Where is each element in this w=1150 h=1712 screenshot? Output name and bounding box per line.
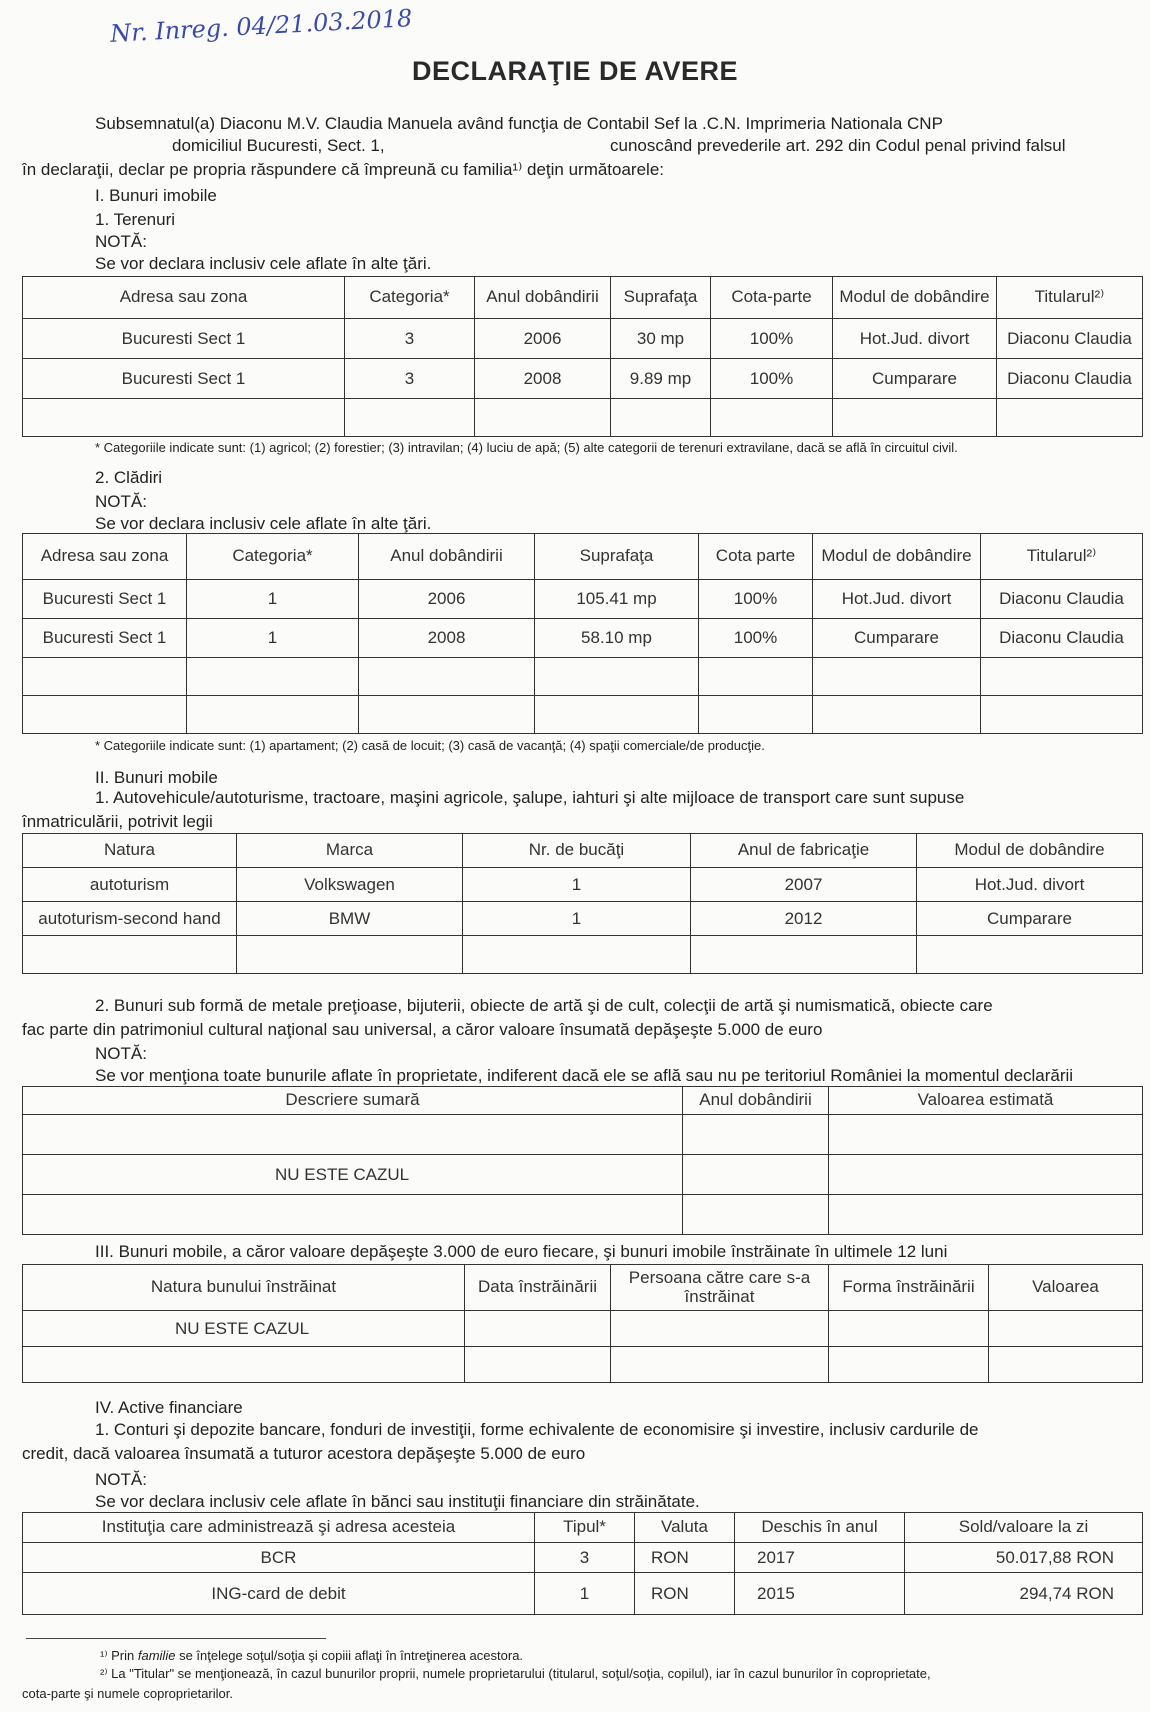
table-row [23, 1155, 1143, 1195]
cladiri-table [22, 533, 1143, 734]
footnote-1-em: familie [137, 1648, 176, 1663]
vehicule-header-row [23, 834, 1143, 868]
table-cell: 2008 [359, 619, 535, 658]
table-cell: 9.89 mp [611, 359, 711, 399]
table-cell: autoturism-second hand [23, 902, 237, 936]
table-cell: 2017 [735, 1543, 905, 1573]
vehicule-col-bucati: Nr. de bucăţi [463, 834, 691, 868]
table-row [23, 936, 1143, 974]
table-cell [23, 696, 187, 734]
cladiri-col-modul: Modul de dobândire [813, 534, 981, 580]
vehicule-col-modul: Modul de dobândire [917, 834, 1143, 868]
table-cell [23, 1195, 683, 1235]
table-cell: RON [635, 1543, 735, 1573]
table-cell [23, 1347, 465, 1383]
terenuri-col-categoria: Categoria* [345, 277, 475, 319]
table-cell: Diaconu Claudia [981, 580, 1143, 619]
table-cell: Hot.Jud. divort [917, 868, 1143, 902]
table-cell: Bucuresti Sect 1 [23, 319, 345, 359]
intro-line-2a: domiciliul Bucuresti, Sect. 1, [172, 136, 385, 155]
table-row [23, 696, 1143, 734]
section-3-heading: III. Bunuri mobile, a căror valoare depăşeşte 3.000 de euro fiecare, şi bunuri imobile înstrăinate în ultimele 12 luni [95, 1242, 948, 1261]
intro-line-3: în declaraţii, declar pe propria răspundere că împreună cu familia¹⁾ deţin următoarele: [22, 160, 665, 179]
table-cell [535, 658, 699, 696]
footnote-divider [26, 1638, 326, 1639]
table-cell: Diaconu Claudia [997, 319, 1143, 359]
cladiri-col-titular: Titularul²⁾ [981, 534, 1143, 580]
table-cell [23, 399, 345, 437]
terenuri-col-suprafata: Suprafaţa [611, 277, 711, 319]
instrainate-col-valoarea: Valoarea [989, 1265, 1143, 1311]
table-cell: Cumparare [833, 359, 997, 399]
table-cell [833, 399, 997, 437]
table-cell [465, 1311, 611, 1347]
conturi-header-row [23, 1513, 1143, 1543]
table-cell: 294,74 RON [905, 1573, 1143, 1615]
active-nota: NOTĂ: [95, 1470, 147, 1489]
table-cell: 100% [699, 580, 813, 619]
table-row [23, 902, 1143, 936]
table-cell [359, 696, 535, 734]
cladiri-col-anul: Anul dobândirii [359, 534, 535, 580]
instrainate-col-persoana: Persoana către care s-a înstrăinat [611, 1265, 829, 1311]
cladiri-categories-note: * Categoriile indicate sunt: (1) apartament; (2) casă de locuit; (3) casă de vacanţă; (4) spaţii comerciale/de producţie. [95, 738, 765, 753]
table-cell [611, 1311, 829, 1347]
table-row [23, 399, 1143, 437]
vehicule-col-anul: Anul de fabricaţie [691, 834, 917, 868]
table-cell [683, 1195, 829, 1235]
table-cell [23, 658, 187, 696]
table-cell [463, 936, 691, 974]
pretioase-col-valoarea: Valoarea estimată [829, 1087, 1143, 1115]
table-cell: 2015 [735, 1573, 905, 1615]
table-cell [23, 936, 237, 974]
table-cell: 2007 [691, 868, 917, 902]
table-cell: 100% [711, 319, 833, 359]
instrainate-table [22, 1264, 1143, 1383]
terenuri-nota: NOTĂ: [95, 232, 147, 251]
table-cell [989, 1311, 1143, 1347]
instrainate-col-data: Data înstrăinării [465, 1265, 611, 1311]
terenuri-header-row [23, 277, 1143, 319]
active-text-1: 1. Conturi şi depozite bancare, fonduri de investiţii, forme echivalente de economisire şi investire, inclusiv cardurile de [95, 1420, 979, 1439]
terenuri-col-adresa: Adresa sau zona [23, 277, 345, 319]
table-cell [475, 399, 611, 437]
table-cell [23, 1115, 683, 1155]
pretioase-col-descriere: Descriere sumară [23, 1087, 683, 1115]
table-cell: Cumparare [813, 619, 981, 658]
table-cell [611, 1347, 829, 1383]
table-cell: Diaconu Claudia [997, 359, 1143, 399]
vehicule-text-2: înmatriculării, potrivit legii [22, 812, 213, 831]
table-cell [345, 399, 475, 437]
vehicule-text-1: 1. Autovehicule/autoturisme, tractoare, maşini agricole, şalupe, iahturi şi alte mijloace de transport care sunt supuse [95, 788, 965, 807]
table-cell [829, 1311, 989, 1347]
table-cell [829, 1195, 1143, 1235]
table-cell: 1 [463, 868, 691, 902]
table-cell: 30 mp [611, 319, 711, 359]
cladiri-col-adresa: Adresa sau zona [23, 534, 187, 580]
terenuri-col-anul: Anul dobândirii [475, 277, 611, 319]
table-cell: 58.10 mp [535, 619, 699, 658]
table-cell [813, 696, 981, 734]
instrainate-col-forma: Forma înstrăinării [829, 1265, 989, 1311]
table-cell: Bucuresti Sect 1 [23, 619, 187, 658]
table-cell: 3 [345, 319, 475, 359]
instrainate-value-cell: NU ESTE CAZUL [23, 1311, 465, 1347]
table-cell [829, 1115, 1143, 1155]
table-cell: Hot.Jud. divort [813, 580, 981, 619]
terenuri-col-cota: Cota-parte [711, 277, 833, 319]
table-cell: 1 [187, 580, 359, 619]
terenuri-col-modul: Modul de dobândire [833, 277, 997, 319]
table-cell: 2006 [359, 580, 535, 619]
table-cell [683, 1115, 829, 1155]
table-cell: 3 [535, 1543, 635, 1573]
conturi-col-valuta: Valuta [635, 1513, 735, 1543]
pretioase-table [22, 1086, 1143, 1235]
table-cell: Volkswagen [237, 868, 463, 902]
table-cell [829, 1347, 989, 1383]
footnote-2-line-1: ²⁾ La "Titular" se menţionează, în cazul bunurilor proprii, numele proprietarului (titularul, soţul/soţia, copilul), iar în cazul bunurilor în coproprietate, [100, 1666, 931, 1681]
cladiri-heading: 2. Clădiri [95, 468, 163, 487]
pretioase-nota: NOTĂ: [95, 1044, 147, 1063]
pretioase-header-row [23, 1087, 1143, 1115]
table-cell [711, 399, 833, 437]
cladiri-nota-text: Se vor declara inclusiv cele aflate în alte ţări. [95, 514, 432, 533]
footnote-1 [100, 1648, 523, 1664]
table-cell: 2006 [475, 319, 611, 359]
table-cell [237, 936, 463, 974]
section-4-heading: IV. Active financiare [95, 1398, 243, 1417]
table-cell: Cumparare [917, 902, 1143, 936]
pretioase-col-anul: Anul dobândirii [683, 1087, 829, 1115]
table-row [23, 359, 1143, 399]
table-cell: 1 [535, 1573, 635, 1615]
table-cell [981, 658, 1143, 696]
table-cell: ING-card de debit [23, 1573, 535, 1615]
pretioase-value-cell: NU ESTE CAZUL [23, 1155, 683, 1195]
page-title: DECLARAŢIE DE AVERE [412, 56, 739, 86]
table-cell: 1 [463, 902, 691, 936]
cladiri-col-categoria: Categoria* [187, 534, 359, 580]
footnote-1-prefix: ¹⁾ Prin [100, 1648, 138, 1663]
cladiri-header-row [23, 534, 1143, 580]
table-row [23, 868, 1143, 902]
terenuri-table [22, 276, 1143, 437]
table-cell: Hot.Jud. divort [833, 319, 997, 359]
cladiri-nota: NOTĂ: [95, 492, 147, 511]
terenuri-col-titular: Titularul²⁾ [997, 277, 1143, 319]
registration-stamp: Nr. Inreg. 04/21.03.2018 [109, 4, 413, 48]
active-nota-text: Se vor declara inclusiv cele aflate în bănci sau instituţii financiare din străinătate. [95, 1492, 700, 1511]
conturi-col-tipul: Tipul* [535, 1513, 635, 1543]
table-cell [535, 696, 699, 734]
footnote-2-line-2: cota-parte şi numele coproprietarilor. [22, 1686, 233, 1701]
table-row [23, 1573, 1143, 1615]
table-cell [359, 658, 535, 696]
table-row [23, 1543, 1143, 1573]
table-cell [683, 1155, 829, 1195]
table-cell: BCR [23, 1543, 535, 1573]
table-cell: 105.41 mp [535, 580, 699, 619]
table-row [23, 580, 1143, 619]
table-cell: 2012 [691, 902, 917, 936]
table-cell: Bucuresti Sect 1 [23, 359, 345, 399]
table-cell: RON [635, 1573, 735, 1615]
intro-line-2b: cunoscând prevederile art. 292 din Codul penal privind falsul [610, 136, 1066, 155]
table-cell: 50.017,88 RON [905, 1543, 1143, 1573]
table-cell [989, 1347, 1143, 1383]
table-cell: 1 [187, 619, 359, 658]
instrainate-header-row [23, 1265, 1143, 1311]
pretioase-text-1: 2. Bunuri sub formă de metale preţioase, bijuterii, obiecte de artă şi de cult, colecţii de artă şi numismatică, obiecte care [95, 996, 993, 1015]
cladiri-col-cota: Cota parte [699, 534, 813, 580]
table-row [23, 658, 1143, 696]
table-cell: 100% [699, 619, 813, 658]
table-cell [981, 696, 1143, 734]
intro-line-1: Subsemnatul(a) Diaconu M.V. Claudia Manuela având funcţia de Contabil Sef la .C.N. Imprimeria Nationala CNP [95, 114, 943, 133]
table-row [23, 619, 1143, 658]
table-cell [187, 696, 359, 734]
table-cell: 100% [711, 359, 833, 399]
terenuri-nota-text: Se vor declara inclusiv cele aflate în alte ţări. [95, 254, 432, 273]
table-cell [611, 399, 711, 437]
vehicule-col-marca: Marca [237, 834, 463, 868]
section-1-heading: I. Bunuri imobile [95, 186, 217, 205]
section-2-heading: II. Bunuri mobile [95, 768, 218, 787]
table-cell [997, 399, 1143, 437]
table-cell [829, 1155, 1143, 1195]
table-cell: Diaconu Claudia [981, 619, 1143, 658]
terenuri-heading: 1. Terenuri [95, 210, 176, 229]
table-cell: autoturism [23, 868, 237, 902]
table-cell: BMW [237, 902, 463, 936]
table-cell [813, 658, 981, 696]
table-cell [691, 936, 917, 974]
table-cell: 2008 [475, 359, 611, 399]
conturi-col-deschis: Deschis în anul [735, 1513, 905, 1543]
table-cell [187, 658, 359, 696]
table-row [23, 1347, 1143, 1383]
conturi-col-sold: Sold/valoare la zi [905, 1513, 1143, 1543]
vehicule-col-natura: Natura [23, 834, 237, 868]
vehicule-table [22, 833, 1143, 974]
pretioase-nota-text: Se vor menţiona toate bunurile aflate în proprietate, indiferent dacă ele se află sau nu pe teritoriul României la momentul declarării [95, 1066, 1074, 1085]
table-cell [699, 696, 813, 734]
conturi-col-institutia: Instituţia care administrează şi adresa acesteia [23, 1513, 535, 1543]
cladiri-col-suprafata: Suprafaţa [535, 534, 699, 580]
pretioase-text-2: fac parte din patrimoniul cultural naţional sau universal, a căror valoare însumată depăşeşte 5.000 de euro [22, 1020, 823, 1039]
active-text-2: credit, dacă valoarea însumată a tuturor acestora depăşeşte 5.000 de euro [22, 1444, 586, 1463]
table-row [23, 1195, 1143, 1235]
table-row [23, 1115, 1143, 1155]
table-row [23, 319, 1143, 359]
terenuri-categories-note: * Categoriile indicate sunt: (1) agricol; (2) forestier; (3) intravilan; (4) luciu de apă; (5) alte categorii de terenuri extravilane, dacă se află în circuitul civil. [95, 440, 958, 455]
table-row [23, 1311, 1143, 1347]
table-cell [699, 658, 813, 696]
conturi-table [22, 1512, 1143, 1615]
table-cell [465, 1347, 611, 1383]
table-cell: Bucuresti Sect 1 [23, 580, 187, 619]
table-cell [917, 936, 1143, 974]
table-cell: 3 [345, 359, 475, 399]
instrainate-col-natura: Natura bunului înstrăinat [23, 1265, 465, 1311]
footnote-1-rest: se înţelege soţul/soţia şi copiii aflaţi în întreţinerea acestora. [175, 1648, 524, 1663]
